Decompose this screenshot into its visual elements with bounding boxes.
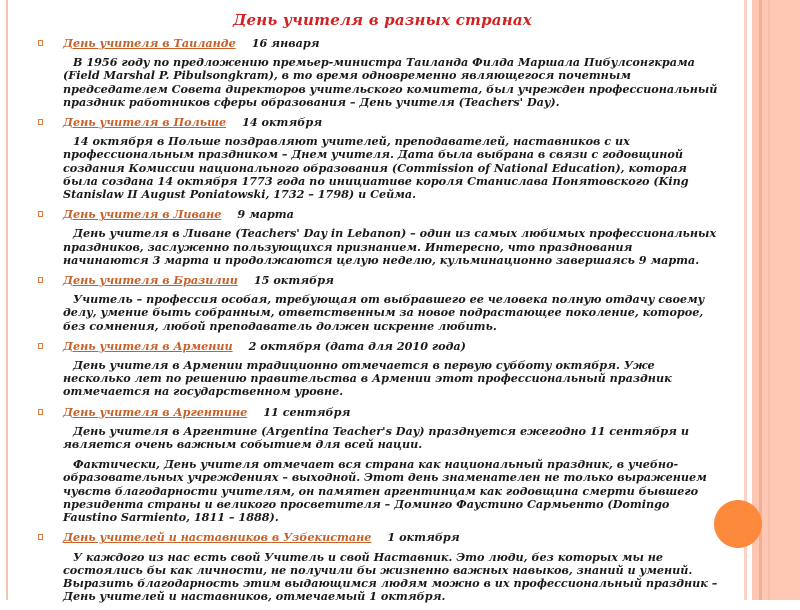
country-link[interactable]: День учителей и наставников в Узбекистане	[63, 530, 372, 545]
slide-content	[38, 37, 718, 610]
stripe	[759, 0, 762, 600]
section-heading	[38, 340, 718, 353]
section-paragraph: День учителя в Ливане (Teachers' Day in Lebanon) – один из самых любимых профессиональных праздников, заслуженно пользующихся признанием. Интересно, что празднования начинаются 3 марта и продолжаются целую неделю, кульминационно завершаясь 9 марта.	[63, 226, 717, 267]
bullet-icon	[38, 211, 43, 217]
section-paragraph: День учителя в Аргентине (Argentina Teacher's Day) празднуется ежегодно 11 сентября и является очень важным событием для всей нации.	[63, 423, 689, 452]
country-link[interactable]: День учителя в Армении	[63, 338, 233, 353]
country-link[interactable]: День учителя в Бразилии	[63, 273, 238, 288]
date-label: 9 марта	[237, 207, 294, 222]
section-paragraph: Фактически, День учителя отмечает вся страна как национальный праздник, в учебно-образовательных учреждениях – выходной. Этот день знаменателен не только выражением чувств благодарности учителям, он памятен аргентинцам как годовщина смерти бывшего президента страны и великого просветителя – Доминго Фаустино Сармьенто (Domingo Faustino Sarmiento, 1811 – 1888).	[63, 457, 707, 525]
section-uzbekistan	[38, 531, 718, 603]
country-link[interactable]: День учителя в Ливане	[63, 207, 222, 222]
country-link[interactable]: День учителя в Таиланде	[63, 36, 236, 50]
bullet-icon	[38, 409, 43, 415]
section-thailand	[38, 37, 718, 109]
bullet-icon	[38, 534, 43, 540]
decorative-circle	[714, 500, 762, 548]
slide-title: День учителя в разных странах	[233, 11, 532, 29]
date-label: 2 октября (дата для 2010 года)	[248, 338, 466, 353]
section-paragraph: У каждого из нас есть свой Учитель и свой Наставник. Это люди, без которых мы не состоялись бы как личности, не получили бы жизненно важных навыков, знаний и умений. Выразить благодарность этим выдающимся людям можно в их профессиональный праздник – День учителей и наставников, отмечаемый 1 октября.	[63, 549, 718, 604]
section-heading	[38, 406, 718, 419]
left-decorative-stripe	[6, 0, 8, 600]
date-label: 14 октября	[242, 115, 323, 130]
section-brazil	[38, 274, 718, 333]
section-paragraph: День учителя в Армении традиционно отмечается в первую субботу октября. Уже несколько лет по решению правительства в Армении этот профессиональный праздник отмечается на государственном уровне.	[63, 358, 672, 399]
bullet-icon	[38, 40, 43, 46]
country-link[interactable]: День учителя в Аргентине	[63, 404, 248, 419]
date-label: 11 сентября	[263, 404, 351, 419]
bullet-icon	[38, 343, 43, 349]
section-argentina	[38, 406, 718, 525]
section-lebanon	[38, 208, 718, 267]
section-heading	[38, 37, 718, 50]
section-heading	[38, 274, 718, 287]
section-paragraph: Учитель – профессия особая, требующая от выбравшего ее человека полную отдачу своему делу, умение быть собранным, ответственным за новое подрастающее поколение, которое, без сомнения, любой преподаватель должен искренне любить.	[63, 292, 705, 333]
section-armenia	[38, 340, 718, 399]
section-heading	[38, 116, 718, 129]
section-paragraph: В 1956 году по предложению премьер-министра Таиланда Филда Маршала Пибулсонгкрама (Field Marshal P. Pibulsongkram), в то время одновременно являющегося почетным председателем Совета директоров учительского комитета, был учрежден профессиональный праздник работников сферы образования – День учителя (Teachers' Day).	[63, 55, 718, 109]
date-label: 16 января	[251, 36, 320, 50]
section-heading	[38, 531, 718, 544]
country-link[interactable]: День учителя в Польше	[63, 115, 227, 130]
stripe	[768, 0, 770, 600]
section-poland	[38, 116, 718, 201]
date-label: 15 октября	[253, 273, 334, 288]
bullet-icon	[38, 119, 43, 125]
section-heading	[38, 208, 718, 221]
bullet-icon	[38, 277, 43, 283]
section-paragraph: 14 октября в Польше поздравляют учителей, преподавателей, наставников с их профессиональным праздником – Днем учителя. Дата была выбрана в связи с годовщиной создания Комиссии национального образования (Commission of National Education), которая была создана 14 октября 1773 года по инициативе короля Станислава Понятовского (King Stanislaw II August Poniatowski, 1732 – 1798) и Сейма.	[63, 134, 689, 202]
date-label: 1 октября	[387, 530, 460, 545]
